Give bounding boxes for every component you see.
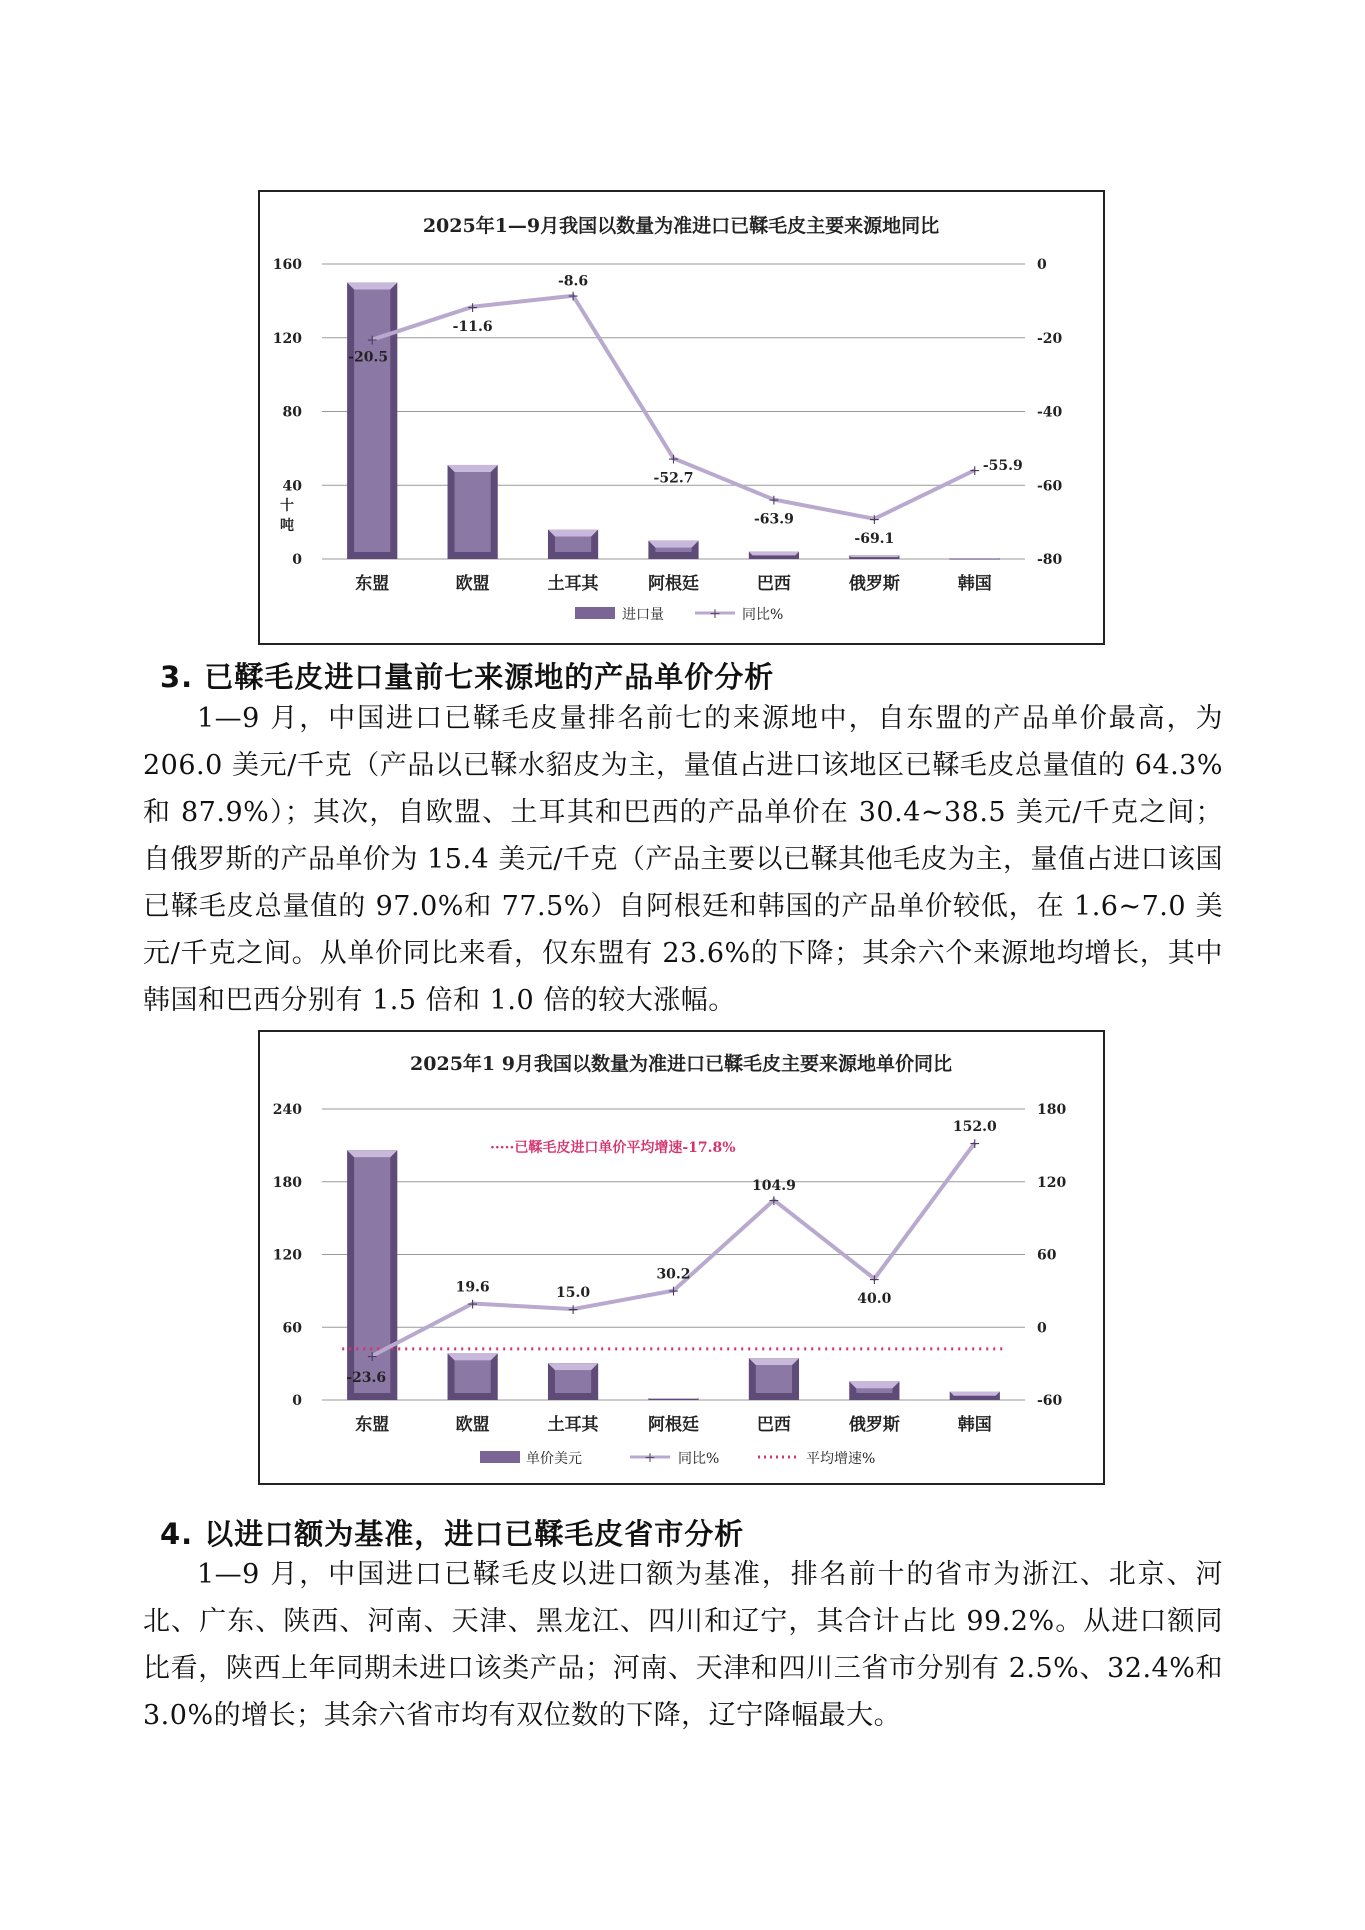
legend-bar-label: 进口量: [622, 607, 664, 623]
chart-2-svg: [260, 1032, 1103, 1483]
data-label: 40.0: [857, 1290, 892, 1307]
yoy-marker: +: [968, 1135, 981, 1152]
bar-bevel: [849, 1381, 899, 1388]
data-label: 19.6: [455, 1279, 490, 1296]
yoy-marker: +: [567, 288, 579, 305]
data-label: -63.9: [753, 511, 794, 528]
y-left-tick: 0: [292, 552, 302, 568]
category-label: 俄罗斯: [848, 1415, 900, 1435]
bar-face: [655, 548, 691, 552]
chart-1-legend: [575, 606, 783, 623]
chart-2-legend: [480, 1450, 875, 1467]
bar-face: [354, 289, 390, 552]
yoy-marker: +: [968, 463, 981, 480]
chart-2-title: 2025年1 9月我国以数量为准进口已鞣毛皮主要来源地单价同比: [410, 1053, 952, 1075]
bar-bevel: [448, 1353, 498, 1360]
yoy-marker: +: [366, 332, 379, 349]
chart-1-yunit-2: 吨: [280, 518, 294, 534]
bar-bevel: [548, 1363, 598, 1370]
category-label: 东盟: [355, 1415, 390, 1435]
yoy-line: [372, 1143, 975, 1356]
yoy-marker: +: [667, 1283, 680, 1300]
data-label: -20.5: [348, 349, 389, 366]
bar: [347, 282, 397, 559]
chart-1-yunit-1: 十: [280, 498, 294, 514]
yoy-marker: +: [567, 1302, 579, 1319]
bar-face: [856, 1388, 892, 1393]
y-left-tick: 240: [272, 1102, 302, 1118]
yoy-marker: +: [868, 1271, 881, 1288]
data-label: -11.6: [452, 318, 493, 335]
data-label: -52.7: [653, 470, 694, 487]
bar: [749, 1358, 799, 1400]
data-label: -8.6: [557, 273, 589, 290]
y-right-tick: 0: [1037, 1320, 1047, 1337]
section-4-heading: 4. 以进口额为基准，进口已鞣毛皮省市分析: [160, 1517, 745, 1551]
yoy-marker: +: [667, 451, 680, 468]
bar: [950, 558, 1000, 560]
category-label: 阿根廷: [648, 1415, 699, 1435]
legend-bar-label: 单价美元: [526, 1451, 582, 1467]
bar-bevel: [347, 282, 397, 289]
yoy-marker: +: [466, 299, 479, 316]
data-label: -55.9: [982, 458, 1023, 475]
bar-bevel: [950, 558, 1000, 559]
bar-face: [756, 1365, 792, 1393]
bar-bevel: [849, 555, 899, 557]
category-label: 欧盟: [455, 1415, 490, 1435]
legend-avg-label: 平均增速%: [806, 1451, 876, 1467]
legend-line-label: 同比%: [742, 607, 784, 623]
bar-bevel: [448, 465, 498, 472]
bar-face: [555, 537, 591, 553]
y-left-tick: 160: [272, 257, 302, 273]
y-right-tick: -20: [1037, 330, 1063, 347]
bar: [849, 1381, 899, 1400]
legend-line-label: 同比%: [678, 1451, 720, 1467]
y-left-tick: 120: [272, 330, 302, 347]
category-label: 俄罗斯: [848, 574, 900, 594]
chart-1-title: 2025年1—9月我国以数量为准进口已鞣毛皮主要来源地同比: [422, 215, 940, 237]
y-right-tick: -60: [1037, 1393, 1063, 1409]
bar-bevel: [648, 541, 698, 548]
y-right-tick: 180: [1037, 1102, 1067, 1118]
data-label: -69.1: [854, 530, 895, 547]
bar-bevel: [347, 1150, 397, 1157]
category-label: 韩国: [957, 574, 992, 594]
data-label: 104.9: [752, 1178, 796, 1195]
category-label: 巴西: [756, 574, 791, 594]
bar: [548, 530, 598, 560]
bar: [548, 1363, 598, 1400]
category-label: 巴西: [756, 1415, 791, 1435]
y-right-tick: 120: [1037, 1174, 1067, 1191]
category-label: 欧盟: [455, 574, 490, 594]
section-3-heading: 3. 已鞣毛皮进口量前七来源地的产品单价分析: [160, 660, 775, 694]
legend-line-marker: +: [644, 1450, 656, 1466]
bar-bevel: [749, 552, 799, 556]
category-label: 阿根廷: [648, 574, 699, 594]
yoy-marker: +: [466, 1296, 479, 1313]
y-right-tick: -40: [1037, 404, 1063, 421]
category-label: 土耳其: [547, 574, 599, 594]
chart-2-avg-annotation: ·····已鞣毛皮进口单价平均增速-17.8%: [490, 1140, 736, 1156]
y-right-tick: 0: [1037, 257, 1047, 273]
y-left-tick: 120: [272, 1247, 302, 1264]
data-label: 15.0: [556, 1285, 591, 1302]
bar: [749, 552, 799, 559]
y-left-tick: 60: [282, 1320, 302, 1337]
y-right-tick: 60: [1037, 1247, 1057, 1264]
y-right-tick: -60: [1037, 478, 1063, 495]
chart-2-unit-price: [258, 1030, 1105, 1485]
data-label: 152.0: [952, 1118, 997, 1135]
legend-bar-swatch: [575, 607, 615, 619]
bar: [849, 555, 899, 559]
data-label: -23.6: [346, 1369, 387, 1386]
legend-bar-swatch: [480, 1451, 520, 1463]
bar: [448, 1353, 498, 1400]
category-label: 土耳其: [547, 1415, 599, 1435]
bar-bevel: [749, 1358, 799, 1365]
section-4-paragraph: 1—9 月，中国进口已鞣毛皮以进口额为基准，排名前十的省市为浙江、北京、河北、广东、陕西、河南、天津、黑龙江、四川和辽宁，其合计占比 99.2%。从进口额同比看，陕西上年同期未进口该类产品；河南、天津和四川三省市分别有 2.5%、32.4%和 3.0%的增长；其余六省市均有双位数的下降，辽宁降幅最大。: [143, 1559, 1223, 1731]
y-left-tick: 180: [272, 1174, 302, 1191]
bar: [648, 541, 698, 559]
y-left-tick: 0: [292, 1393, 302, 1409]
yoy-marker: +: [366, 1348, 379, 1365]
yoy-marker: +: [768, 492, 780, 509]
category-label: 东盟: [355, 574, 390, 594]
bar: [648, 1398, 698, 1400]
bar: [448, 465, 498, 559]
category-label: 韩国: [957, 1415, 992, 1435]
chart-1-svg: [260, 192, 1103, 643]
bar-bevel: [548, 530, 598, 537]
chart-1-import-volume: [258, 190, 1105, 645]
bar: [950, 1392, 1000, 1400]
bar-face: [455, 472, 491, 552]
bar-face: [555, 1370, 591, 1393]
bar-bevel: [950, 1392, 1000, 1396]
bar-face: [455, 1360, 491, 1393]
y-left-tick: 40: [282, 478, 302, 495]
yoy-marker: +: [868, 511, 881, 528]
section-3-paragraph: 1—9 月，中国进口已鞣毛皮量排名前七的来源地中，自东盟的产品单价最高，为 206.0 美元/千克（产品以已鞣水貂皮为主，量值占进口该地区已鞣毛皮总量值的 64.3%和 87.9%）；其次，自欧盟、土耳其和巴西的产品单价在 30.4~38.5 美元/千克之间；自俄罗斯的产品单价为 15.4 美元/千克（产品主要以已鞣其他毛皮为主，量值占进口该国已鞣毛皮总量值的 97.0%和 77.5%）自阿根廷和韩国的产品单价较低，在 1.6~7.0 美元/千克之间。从单价同比来看，仅东盟有 23.6%的下降；其余六个来源地均增长，其中韩国和巴西分别有 1.5 倍和 1.0 倍的较大涨幅。: [143, 703, 1223, 1016]
y-right-tick: -80: [1037, 552, 1063, 568]
data-label: 30.2: [656, 1266, 691, 1283]
yoy-marker: +: [768, 1193, 780, 1210]
legend-line-marker: +: [709, 606, 721, 622]
bar-bevel: [648, 1398, 698, 1399]
y-left-tick: 80: [282, 404, 302, 421]
